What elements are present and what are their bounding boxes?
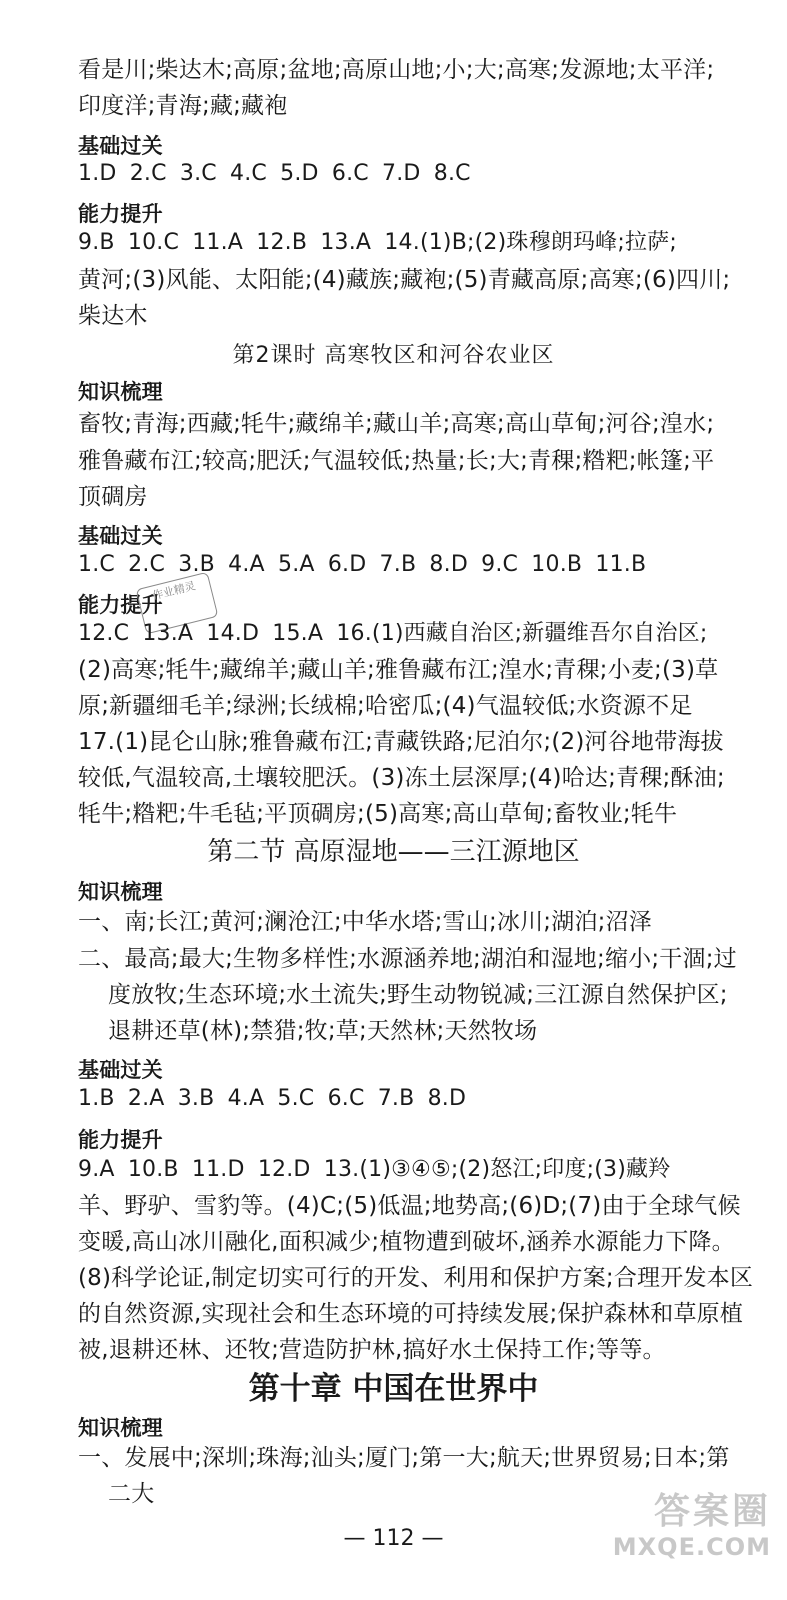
lesson-title: 第2课时 高寒牧区和河谷农业区 (232, 343, 555, 368)
section-label: 基础过关 (78, 134, 163, 158)
text-line: 的自然资源,实现社会和生态环境的可持续发展;保护森林和草原植 (78, 1301, 744, 1327)
answer-line: 1.B 2.A 3.B 4.A 5.C 6.C 7.B 8.D (78, 1086, 467, 1111)
text-line: 度放牧;生态环境;水土流失;野生动物锐减;三江源自然保护区; (108, 982, 728, 1008)
watermark-text: 答案圈 (653, 1491, 771, 1532)
section-label: 基础过关 (78, 524, 163, 548)
section-label: 能力提升 (78, 202, 163, 226)
section-label: 基础过关 (78, 1058, 163, 1082)
text-line: 二大 (108, 1481, 155, 1507)
section-label: 知识梳理 (78, 1416, 163, 1440)
answer-line: 9.A 10.B 11.D 12.D 13.(1)③④⑤;(2)怒江;印度;(3)藏羚 (78, 1157, 671, 1182)
text-line: 二、最高;最大;生物多样性;水源涵养地;湖泊和湿地;缩小;干涸;过 (78, 946, 737, 972)
answer-line: 9.B 10.C 11.A 12.B 13.A 14.(1)B;(2)珠穆朗玛峰;拉萨; (78, 230, 677, 255)
text-line: 原;新疆细毛羊;绿洲;长绒棉;哈密瓜;(4)气温较低;水资源不足 (78, 693, 693, 719)
text-line: (2)高寒;牦牛;藏绵羊;藏山羊;雅鲁藏布江;湟水;青稞;小麦;(3)草 (78, 657, 719, 683)
answer-line: 1.C 2.C 3.B 4.A 5.A 6.D 7.B 8.D 9.C 10.B 11.B (78, 552, 647, 577)
text-line: 一、发展中;深圳;珠海;汕头;厦门;第一大;航天;世界贸易;日本;第 (78, 1445, 730, 1471)
text-line: 看是川;柴达木;高原;盆地;高原山地;小;大;高寒;发源地;太平洋; (78, 57, 715, 83)
answer-line: 12.C 13.A 14.D 15.A 16.(1)西藏自治区;新疆维吾尔自治区; (78, 621, 708, 646)
text-line: (8)科学论证,制定切实可行的开发、利用和保护方案;合理开发本区 (78, 1265, 754, 1291)
text-line: 一、南;长江;黄河;澜沧江;中华水塔;雪山;冰川;湖泊;沼泽 (78, 909, 652, 935)
text-line: 雅鲁藏布江;较高;肥沃;气温较低;热量;长;大;青稞;糌粑;帐篷;平 (78, 448, 715, 474)
section-label: 能力提升 (78, 593, 163, 617)
text-line: 羊、野驴、雪豹等。(4)C;(5)低温;地势高;(6)D;(7)由于全球气候 (78, 1193, 741, 1219)
answer-line: 1.D 2.C 3.C 4.C 5.D 6.C 7.D 8.C (78, 161, 471, 186)
text-line: 柴达木 (78, 303, 148, 329)
section-label: 知识梳理 (78, 380, 163, 404)
text-line: 较低,气温较高,土壤较肥沃。(3)冻土层深厚;(4)哈达;青稞;酥油; (78, 765, 725, 791)
text-line: 印度洋;青海;藏;藏袍 (78, 93, 288, 119)
text-line: 黄河;(3)风能、太阳能;(4)藏族;藏袍;(5)青藏高原;高寒;(6)四川; (78, 267, 731, 293)
text-line: 被,退耕还林、还牧;营造防护林,搞好水土保持工作;等等。 (78, 1337, 666, 1363)
text-line: 17.(1)昆仑山脉;雅鲁藏布江;青藏铁路;尼泊尔;(2)河谷地带海拔 (78, 729, 724, 755)
section-title: 第二节 高原湿地——三江源地区 (207, 837, 580, 867)
text-line: 顶碉房 (78, 484, 148, 510)
text-line: 畜牧;青海;西藏;牦牛;藏绵羊;藏山羊;高寒;高山草甸;河谷;湟水; (78, 411, 715, 437)
text-line: 退耕还草(林);禁猎;牧;草;天然林;天然牧场 (108, 1018, 538, 1044)
watermark-logo (613, 1492, 771, 1562)
stamp-text: 作业精灵 (151, 579, 197, 603)
chapter-title: 第十章 中国在世界中 (248, 1371, 539, 1407)
text-line: 牦牛;糌粑;牛毛毡;平顶碉房;(5)高寒;高山草甸;畜牧业;牦牛 (78, 801, 678, 827)
section-label: 知识梳理 (78, 880, 163, 904)
text-line: 变暖,高山冰川融化,面积减少;植物遭到破坏,涵养水源能力下降。 (78, 1229, 735, 1255)
section-label: 能力提升 (78, 1128, 163, 1152)
watermark-url: MXQE.COM (612, 1533, 771, 1561)
page-number: — 112 — (343, 1526, 444, 1551)
